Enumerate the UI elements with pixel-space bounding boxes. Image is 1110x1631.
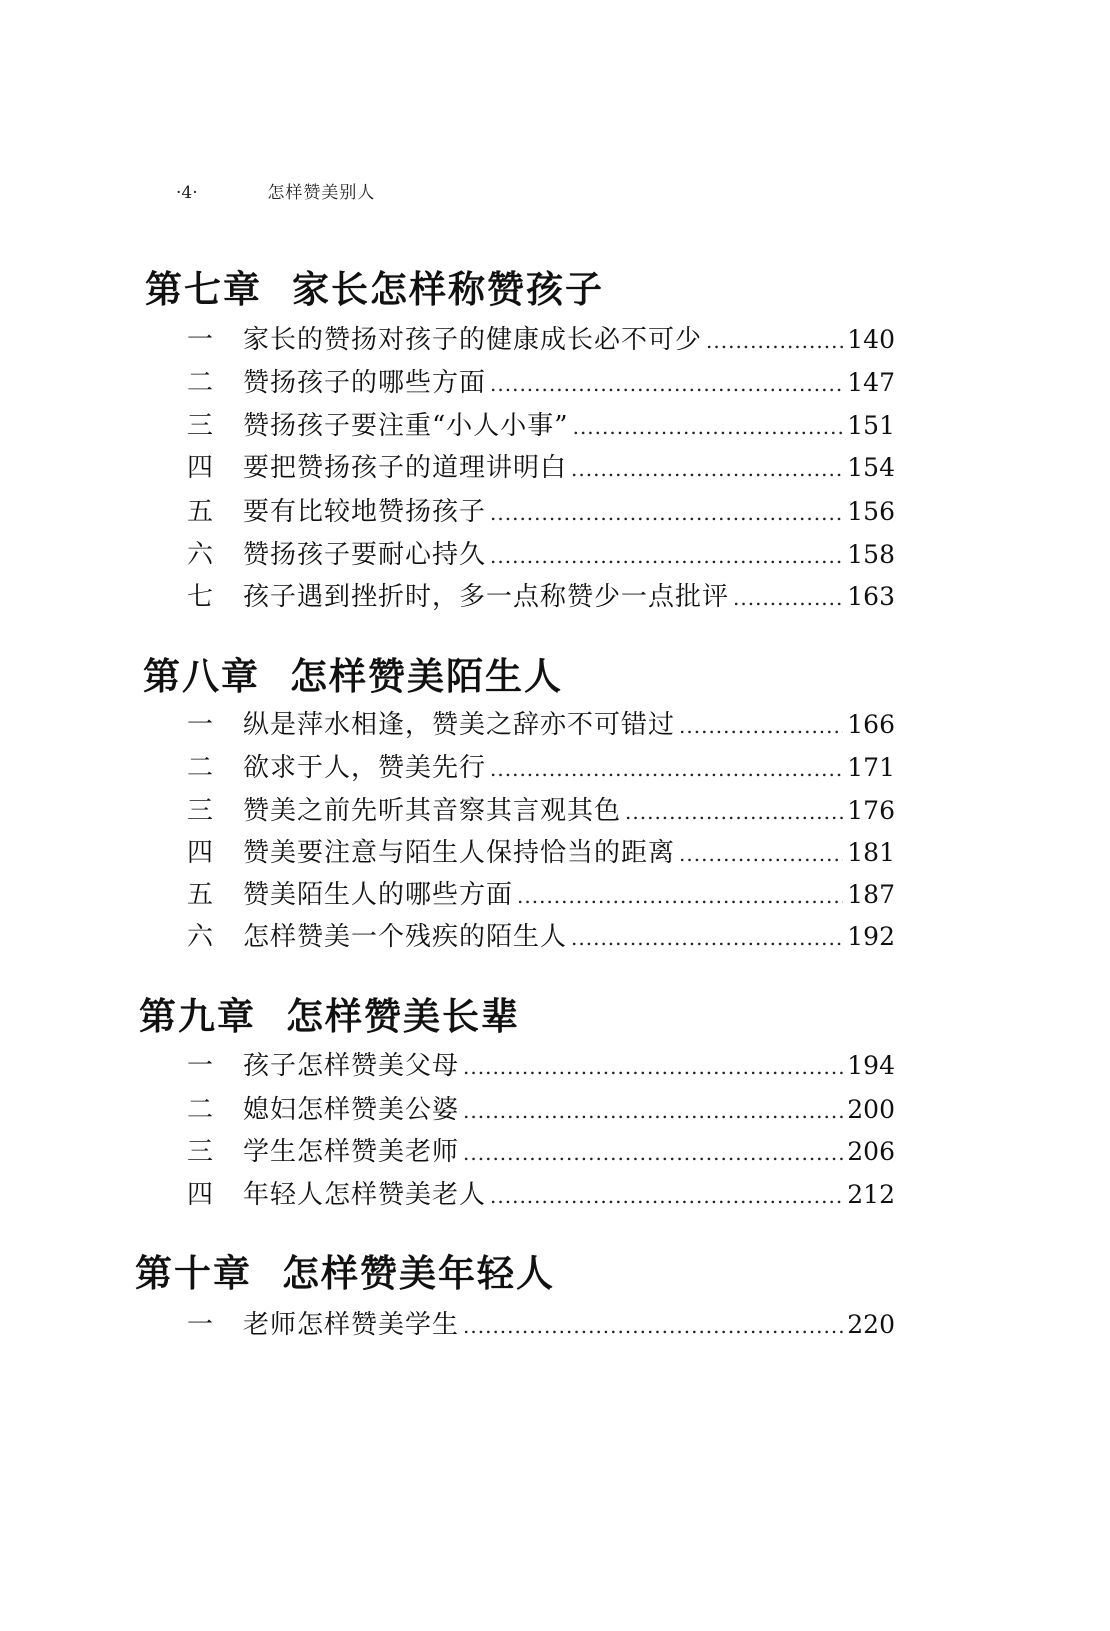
toc-entry	[187, 366, 895, 400]
section-title: 孩子遇到挫折时，多一点称赞少一点批评	[243, 582, 730, 612]
dot-leader	[625, 795, 843, 829]
toc-entry	[187, 878, 895, 912]
section-page: 194	[847, 1051, 895, 1080]
toc-entry	[187, 451, 895, 485]
section-number: 一	[187, 1310, 214, 1340]
section-page: 156	[847, 497, 895, 526]
section-title: 孩子怎样赞美父母	[243, 1051, 460, 1081]
section-page: 171	[847, 753, 895, 782]
section-title: 怎样赞美一个残疾的陌生人	[243, 922, 568, 952]
dot-leader	[679, 837, 843, 871]
dot-leader	[463, 1309, 843, 1343]
section-number: 一	[187, 325, 214, 355]
section-number: 一	[187, 1051, 214, 1081]
section-title: 赞扬孩子要注重“小人小事”	[243, 411, 569, 441]
dot-leader	[463, 1050, 843, 1084]
section-page: 154	[847, 453, 895, 482]
section-page: 163	[847, 582, 895, 611]
dot-leader	[490, 752, 843, 786]
toc-entry	[187, 409, 895, 443]
toc-entry	[187, 1049, 895, 1083]
toc-entry	[187, 751, 895, 785]
section-number: 四	[187, 838, 214, 868]
section-page: 187	[847, 880, 895, 909]
running-head	[176, 178, 375, 203]
section-title: 欲求于人，赞美先行	[243, 753, 487, 783]
chapter-title: 家长怎样称赞孩子	[292, 268, 604, 311]
dot-leader	[733, 581, 843, 615]
section-page: 181	[847, 838, 895, 867]
chapter-heading	[139, 986, 520, 1040]
chapter-heading	[143, 646, 563, 700]
dot-leader	[706, 324, 843, 358]
toc-entry	[187, 580, 895, 614]
chapter-heading	[145, 259, 604, 313]
section-number: 三	[187, 796, 214, 826]
dot-leader	[490, 496, 843, 530]
section-title: 老师怎样赞美学生	[243, 1310, 460, 1340]
chapter-title: 怎样赞美年轻人	[282, 1252, 555, 1295]
toc-entry	[187, 920, 895, 954]
chapter-number: 第十章	[135, 1252, 252, 1295]
section-number: 四	[187, 453, 214, 483]
dot-leader	[573, 410, 844, 444]
toc-entry	[187, 1308, 895, 1342]
chapter-number: 第七章	[145, 268, 262, 311]
section-page: 200	[847, 1095, 895, 1124]
toc-entry	[187, 1178, 895, 1212]
section-title: 年轻人怎样赞美老人	[243, 1180, 487, 1210]
section-number: 一	[187, 710, 214, 740]
section-title: 媳妇怎样赞美公婆	[243, 1095, 460, 1125]
section-page: 147	[847, 368, 895, 397]
section-page: 151	[847, 411, 895, 440]
section-page: 140	[847, 325, 895, 354]
section-page: 220	[847, 1310, 895, 1339]
section-page: 176	[847, 796, 895, 825]
section-number: 五	[187, 880, 214, 910]
section-number: 二	[187, 753, 214, 783]
toc-entry	[187, 708, 895, 742]
chapter-heading	[135, 1243, 555, 1297]
dot-leader	[490, 1179, 843, 1213]
dot-leader	[490, 539, 843, 573]
dot-leader	[490, 367, 843, 401]
toc-entry	[187, 1093, 895, 1127]
section-title: 家长的赞扬对孩子的健康成长必不可少	[243, 325, 703, 355]
section-title: 要有比较地赞扬孩子	[243, 497, 487, 527]
section-number: 二	[187, 1095, 214, 1125]
chapter-number: 第八章	[143, 655, 260, 698]
section-number: 三	[187, 1137, 214, 1167]
section-number: 五	[187, 497, 214, 527]
chapter-title: 怎样赞美陌生人	[290, 655, 563, 698]
toc-entry	[187, 1135, 895, 1169]
section-title: 要把赞扬孩子的道理讲明白	[243, 453, 568, 483]
section-number: 四	[187, 1180, 214, 1210]
section-page: 212	[847, 1180, 895, 1209]
section-number: 三	[187, 411, 214, 441]
section-page: 192	[847, 922, 895, 951]
toc-entry	[187, 495, 895, 529]
section-page: 158	[847, 540, 895, 569]
dot-leader	[679, 709, 843, 743]
chapter-title: 怎样赞美长辈	[286, 995, 520, 1038]
section-title: 纵是萍水相逢，赞美之辞亦不可错过	[243, 710, 676, 740]
section-title: 学生怎样赞美老师	[243, 1137, 460, 1167]
section-number: 二	[187, 368, 214, 398]
dot-leader	[463, 1094, 843, 1128]
chapter-number: 第九章	[139, 995, 256, 1038]
section-page: 166	[847, 710, 895, 739]
dot-leader	[517, 879, 843, 913]
dot-leader	[463, 1136, 843, 1170]
section-number: 七	[187, 582, 214, 612]
section-title: 赞美之前先听其音察其言观其色	[243, 796, 622, 826]
toc-entry	[187, 836, 895, 870]
dot-leader	[571, 452, 843, 486]
page-number: ·4·	[176, 183, 198, 203]
section-title: 赞美陌生人的哪些方面	[243, 880, 514, 910]
section-title: 赞美要注意与陌生人保持恰当的距离	[243, 838, 676, 868]
section-page: 206	[847, 1137, 895, 1166]
section-number: 六	[187, 540, 214, 570]
dot-leader	[571, 921, 843, 955]
toc-entry	[187, 538, 895, 572]
section-title: 赞扬孩子要耐心持久	[243, 540, 487, 570]
section-number: 六	[187, 922, 214, 952]
book-title: 怎样赞美别人	[267, 183, 376, 203]
toc-entry	[187, 794, 895, 828]
toc-entry	[187, 323, 895, 357]
section-title: 赞扬孩子的哪些方面	[243, 368, 487, 398]
